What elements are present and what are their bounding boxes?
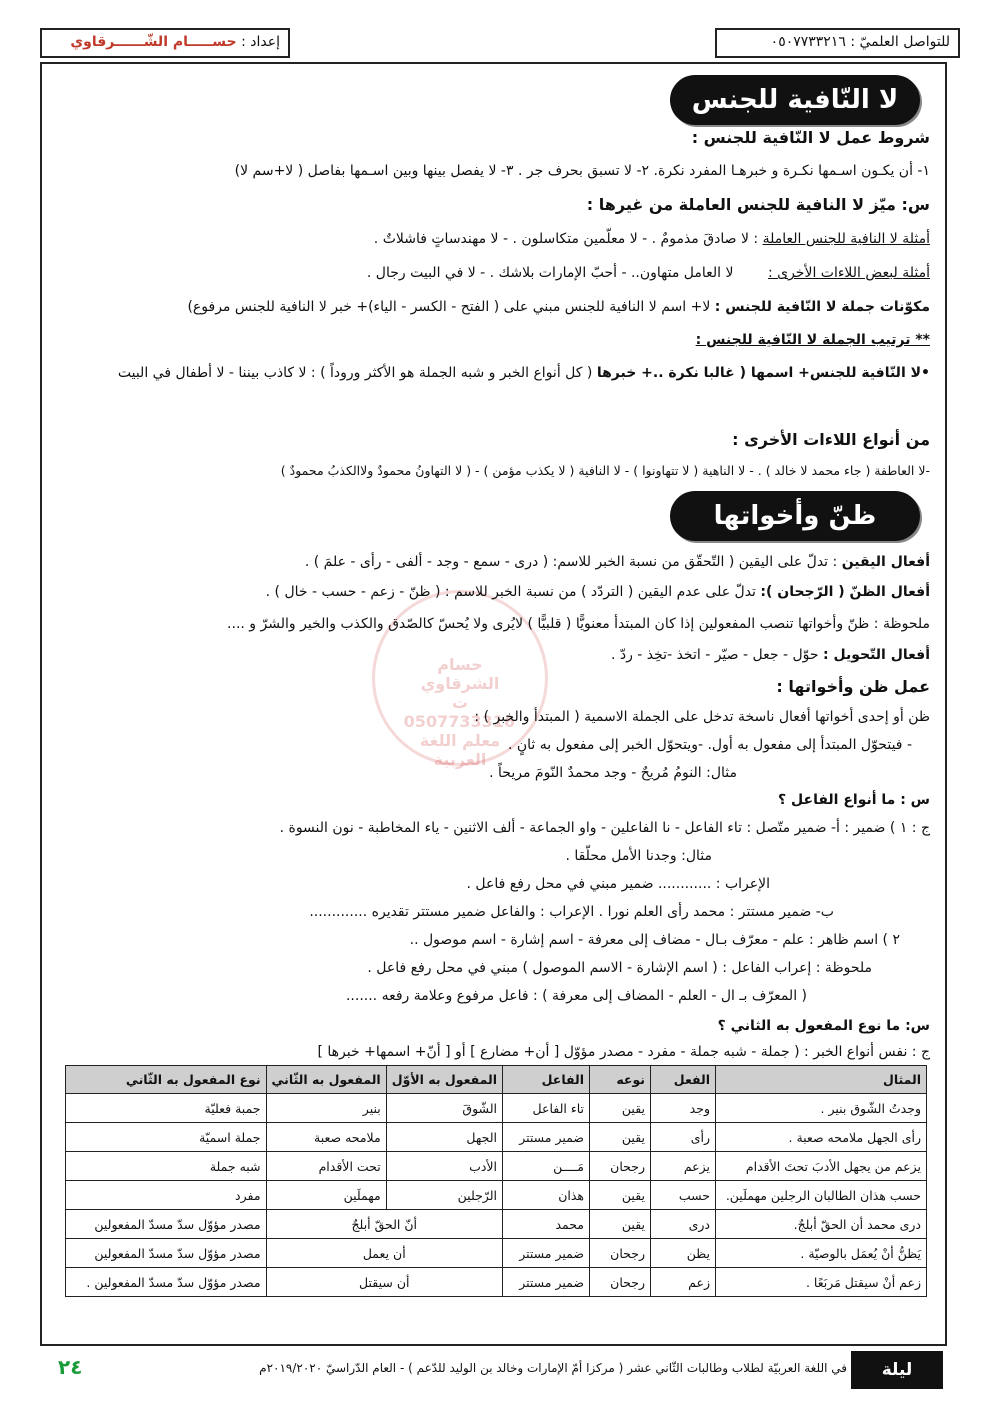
table-cell: الجهل <box>386 1123 502 1152</box>
table-cell: شبه جملة <box>66 1152 267 1181</box>
table-cell: يَظنُّ أنْ يُعمَل بالوصيّة . <box>716 1239 927 1268</box>
work-effect: - فيتحوّل المبتدأ إلى مفعول به أول. -ويتحوّل الخبر إلى مفعول به ثانٍ . <box>507 737 912 753</box>
table-cell: ملامحه صعبة <box>266 1123 386 1152</box>
question-subject: س : ما أنواع الفاعل ؟ <box>778 792 930 808</box>
other-types-text: -لا العاطفة ( جاء محمد لا خالد ) . - لا الناهية ( لا تتهاونوا ) - لا النافية ( لا يكذب مؤمن ) - ( لا التهاونُ محمودٌ ولاالكذبُ محمودٌ ) <box>280 463 930 478</box>
table-row <box>66 1181 927 1210</box>
order-line <box>118 363 930 383</box>
answer-irab: الإعراب : ............ ضمير مبني في محل رفع فاعل . <box>466 876 770 892</box>
examples-working-text: : لا صادقَ مذمومٌ . - لا معلّمين متكاسلون . - لا مهندساتٍ فاشلاتٌ . <box>373 231 759 247</box>
doubt-line <box>266 582 930 602</box>
seal-role: معلم اللغة العربية <box>419 731 501 769</box>
section-title-zann: ظنّ وأخواتها <box>670 491 920 541</box>
section-title-la: لا النّافية للجنس <box>670 75 920 125</box>
table-cell: درى محمد أن الحقّ أبلجٌ. <box>716 1210 927 1239</box>
question-object: س: ما نوع المفعول به الثاني ؟ <box>717 1018 930 1034</box>
transform-label: أفعال التّحويل : <box>822 647 930 663</box>
table-cell: وجدتُ الشّوق بنير . <box>716 1094 927 1123</box>
table-cell: جملة اسميّة <box>66 1123 267 1152</box>
table-cell: رجحان <box>590 1268 651 1297</box>
table-cell: ضمير مستتر <box>503 1123 590 1152</box>
table-cell: حسب هذان الطالبان الرجلين مهملَين. <box>716 1181 927 1210</box>
table-cell: وجد <box>651 1094 716 1123</box>
table-cell: يزعم من يجهل الأدبَ تحتَ الأقدام <box>716 1152 927 1181</box>
note-1: ملحوظة : ظنّ وأخواتها تنصب المفعولين إذا كان المبتدأ معنويًّا ( قلبيًّا ) لايُرى ولا يُحسّ كالصّدق والكذب والخير والشرّ و .... <box>227 616 930 632</box>
note-3: ( المعرّف بـ ال - العلم - المضاف إلى معرفة ) : فاعل مرفوع وعلامة رفعه ....... <box>345 988 807 1004</box>
table-cell: يقين <box>590 1210 651 1239</box>
seal-name: حسام الشرقاوي <box>420 655 500 693</box>
examples-other-label: أمثلة لبعض اللاءات الأخرى : <box>767 265 930 281</box>
table-row <box>66 1094 927 1123</box>
question-distinguish: س: ميّز لا النافية للجنس العاملة من غيرها : <box>586 195 930 214</box>
table-cell: ضمير مستتر <box>503 1268 590 1297</box>
author-name: حســـــام الشّــــــرقاوي <box>70 34 237 50</box>
table-cell: يقين <box>590 1123 651 1152</box>
table-header: المثال <box>716 1066 927 1094</box>
table-cell: رأى <box>651 1123 716 1152</box>
other-types-heading: من أنواع اللاءات الأخرى : <box>732 430 930 449</box>
table-row <box>66 1268 927 1297</box>
page-number: ٢٤ <box>58 1355 83 1379</box>
table-cell: ضمير مستتر <box>503 1239 590 1268</box>
examples-working-label: أمثلة لا النافية للجنس العاملة <box>762 231 930 247</box>
table-cell: مفرد <box>66 1181 267 1210</box>
table-header: نوعه <box>590 1066 651 1094</box>
certainty-text: : تدلّ على اليقين ( التّحقّق من نسبة الخبر للاسم: ( درى - سمع - وجد - ألفى - رأى - علمَ ) . <box>304 554 838 570</box>
table-cell: رجحان <box>590 1152 651 1181</box>
examples-other <box>367 263 930 283</box>
footer <box>40 1351 943 1418</box>
answer-object: ج : نفس أنواع الخبر : ( جملة - شبه جملة - مفرد - مصدر مؤوّل [ أن+ مضارع ] أو [ أنّ+ اسمها+ خبرها ] <box>317 1044 930 1060</box>
table-cell: تحت الأقدام <box>266 1152 386 1181</box>
answer-pronoun: ج : ١ ) ضمير : أ- ضمير متّصل : تاء الفاعل - نا الفاعلين - واو الجماعة - ألف الاثنين - ياء المخاطبة - نون النسوة . <box>279 820 930 836</box>
grammar-table <box>65 1065 927 1297</box>
table-cell: بنير <box>266 1094 386 1123</box>
table-cell: الأدب <box>386 1152 502 1181</box>
table-cell: محمد <box>503 1210 590 1239</box>
table-cell: جمبة فعليّة <box>66 1094 267 1123</box>
examples-other-text: لا العامل متهاون.. - أحبّ الإمارات بلاشك . - لا في البيت رجال . <box>366 265 734 281</box>
table-cell-merged: أنّ الحقّ أبلجٌ <box>266 1210 502 1239</box>
table-row <box>66 1239 927 1268</box>
author-box <box>40 28 290 58</box>
table-cell: الرّجلين <box>386 1181 502 1210</box>
contact-text: للتواصل العلميّ : ٠٥٠٧٧٣٣٢١٦ <box>770 34 950 50</box>
note-2: ملحوظة : إعراب الفاعل : ( اسم الإشارة - الاسم الموصول ) مبني في محل رفع فاعل . <box>367 960 872 976</box>
footer-text: في اللغة العربيّة لطلاب وطالبات الثّاني عشر ( مركزا أمّ الإمارات وخالد بن الوليد للدّعم ) - العام الدّراسيّ ٢٠١٩/٢٠٢٠م <box>259 1361 847 1375</box>
table-cell: مصدر مؤوّل سدّ مسدّ المفعولين <box>66 1210 267 1239</box>
table-header-row <box>66 1066 927 1094</box>
table-header: نوع المفعول به الثّاني <box>66 1066 267 1094</box>
work-example: مثال: النومُ مُريحٌ - وجد محمدٌ النّومَ مريحاً . <box>489 765 737 781</box>
table-header: الفعل <box>651 1066 716 1094</box>
order-rest: ( كل أنواع الخبر و شبه الجملة هو الأكثر وروداً ) : لا كاذب بيننا - لا أطفال في البيت <box>117 365 593 381</box>
answer-example: مثال: وجدنا الأمل محلّقا . <box>565 848 712 864</box>
doubt-label: أفعال الظنّ ( الرّجحان ): <box>760 584 930 600</box>
table-cell: يزعم <box>651 1152 716 1181</box>
table-cell: يظن <box>651 1239 716 1268</box>
table-row <box>66 1210 927 1239</box>
table-header: المفعول به الأوّل <box>386 1066 502 1094</box>
work-heading: عمل ظن وأخواتها : <box>776 677 930 696</box>
transform-text: حوّل - جعل - صيّر - اتخذ -تخِذ - ردّ . <box>610 647 819 663</box>
answer-explicit-noun: ٢ ) اسم ظاهر : علم - معرّف بـال - مضاف إلى معرفة - اسم إشارة - اسم موصول .. <box>409 932 900 948</box>
table-header: الفاعل <box>503 1066 590 1094</box>
table-cell-merged: أن سيقتل <box>266 1268 502 1297</box>
table-cell: مصدر مؤوّل سدّ مسدّ المفعولين . <box>66 1268 267 1297</box>
table-cell: مصدر مؤوّل سدّ مسدّ المفعولين <box>66 1239 267 1268</box>
table-cell: زعم <box>651 1268 716 1297</box>
table-cell: يقين <box>590 1181 651 1210</box>
certainty-label: أفعال اليقين <box>841 554 930 570</box>
table-cell: مهملَين <box>266 1181 386 1210</box>
conditions-heading: شروط عمل لا النّافية للجنس : <box>691 128 930 147</box>
table-cell: مَــــن <box>503 1152 590 1181</box>
work-text: ظن أو إحدى أخواتها أفعال ناسخة تدخل على الجملة الاسمية ( المبتدأ والخبر ) : <box>474 709 930 725</box>
components <box>187 297 930 317</box>
components-text: لا+ اسم لا النافية للجنس مبني على ( الفتح - الكسر - الياء)+ خبر لا النافية للجنس مرفوع) <box>187 299 711 315</box>
table-cell: رجحان <box>590 1239 651 1268</box>
examples-working <box>374 229 930 249</box>
table-cell: يقين <box>590 1094 651 1123</box>
table-row <box>66 1152 927 1181</box>
answer-hidden-pronoun: ب- ضمير مستتر : محمد رأى العلم نورا . الإعراب : والفاعل ضمير مستتر تقديره ............. <box>309 904 834 920</box>
components-label: مكوّنات جملة لا النّافية للجنس : <box>714 299 930 315</box>
order-bold: •لا النّافية للجنس+ اسمها ( غالبا نكرة ..+ خبرها <box>596 365 930 381</box>
table-cell: درى <box>651 1210 716 1239</box>
table-cell: هذان <box>503 1181 590 1210</box>
table-cell: زعم أنْ سيقتل مَربَعًا . <box>716 1268 927 1297</box>
conditions-text: ١- أن يكـون اسـمها نكـرة و خبرهـا المفرد نكرة. ٢- لا تسبق بحرف جر . ٣- لا يفصل بينها وبين اسـمها بفاصل ( لا+سم لا) <box>234 163 930 179</box>
table-cell-merged: أن يعمل <box>266 1239 502 1268</box>
table-cell: رأى الجهل ملامحه صعبة . <box>716 1123 927 1152</box>
contact-box <box>715 28 960 58</box>
table-header: المفعول به الثّاني <box>266 1066 386 1094</box>
doubt-text: تدلّ على عدم اليقين ( التردّد ) من نسبة الخبر للاسم : ( ظنّ - زعم - حسب - خال ) . <box>265 584 756 600</box>
seal-phone: ت 0507733316 <box>403 693 515 731</box>
footer-logo: ليلة الامتحان <box>851 1351 943 1389</box>
author-label: إعداد : <box>241 34 280 50</box>
table-row <box>66 1123 927 1152</box>
certainty-line <box>305 552 930 572</box>
table-cell: الشّوقَ <box>386 1094 502 1123</box>
order-heading: ** ترتيب الجملة لا النّافية للجنس : <box>695 332 930 348</box>
transform-line <box>611 645 930 665</box>
table-cell: حسب <box>651 1181 716 1210</box>
table-cell: تاء الفاعل <box>503 1094 590 1123</box>
